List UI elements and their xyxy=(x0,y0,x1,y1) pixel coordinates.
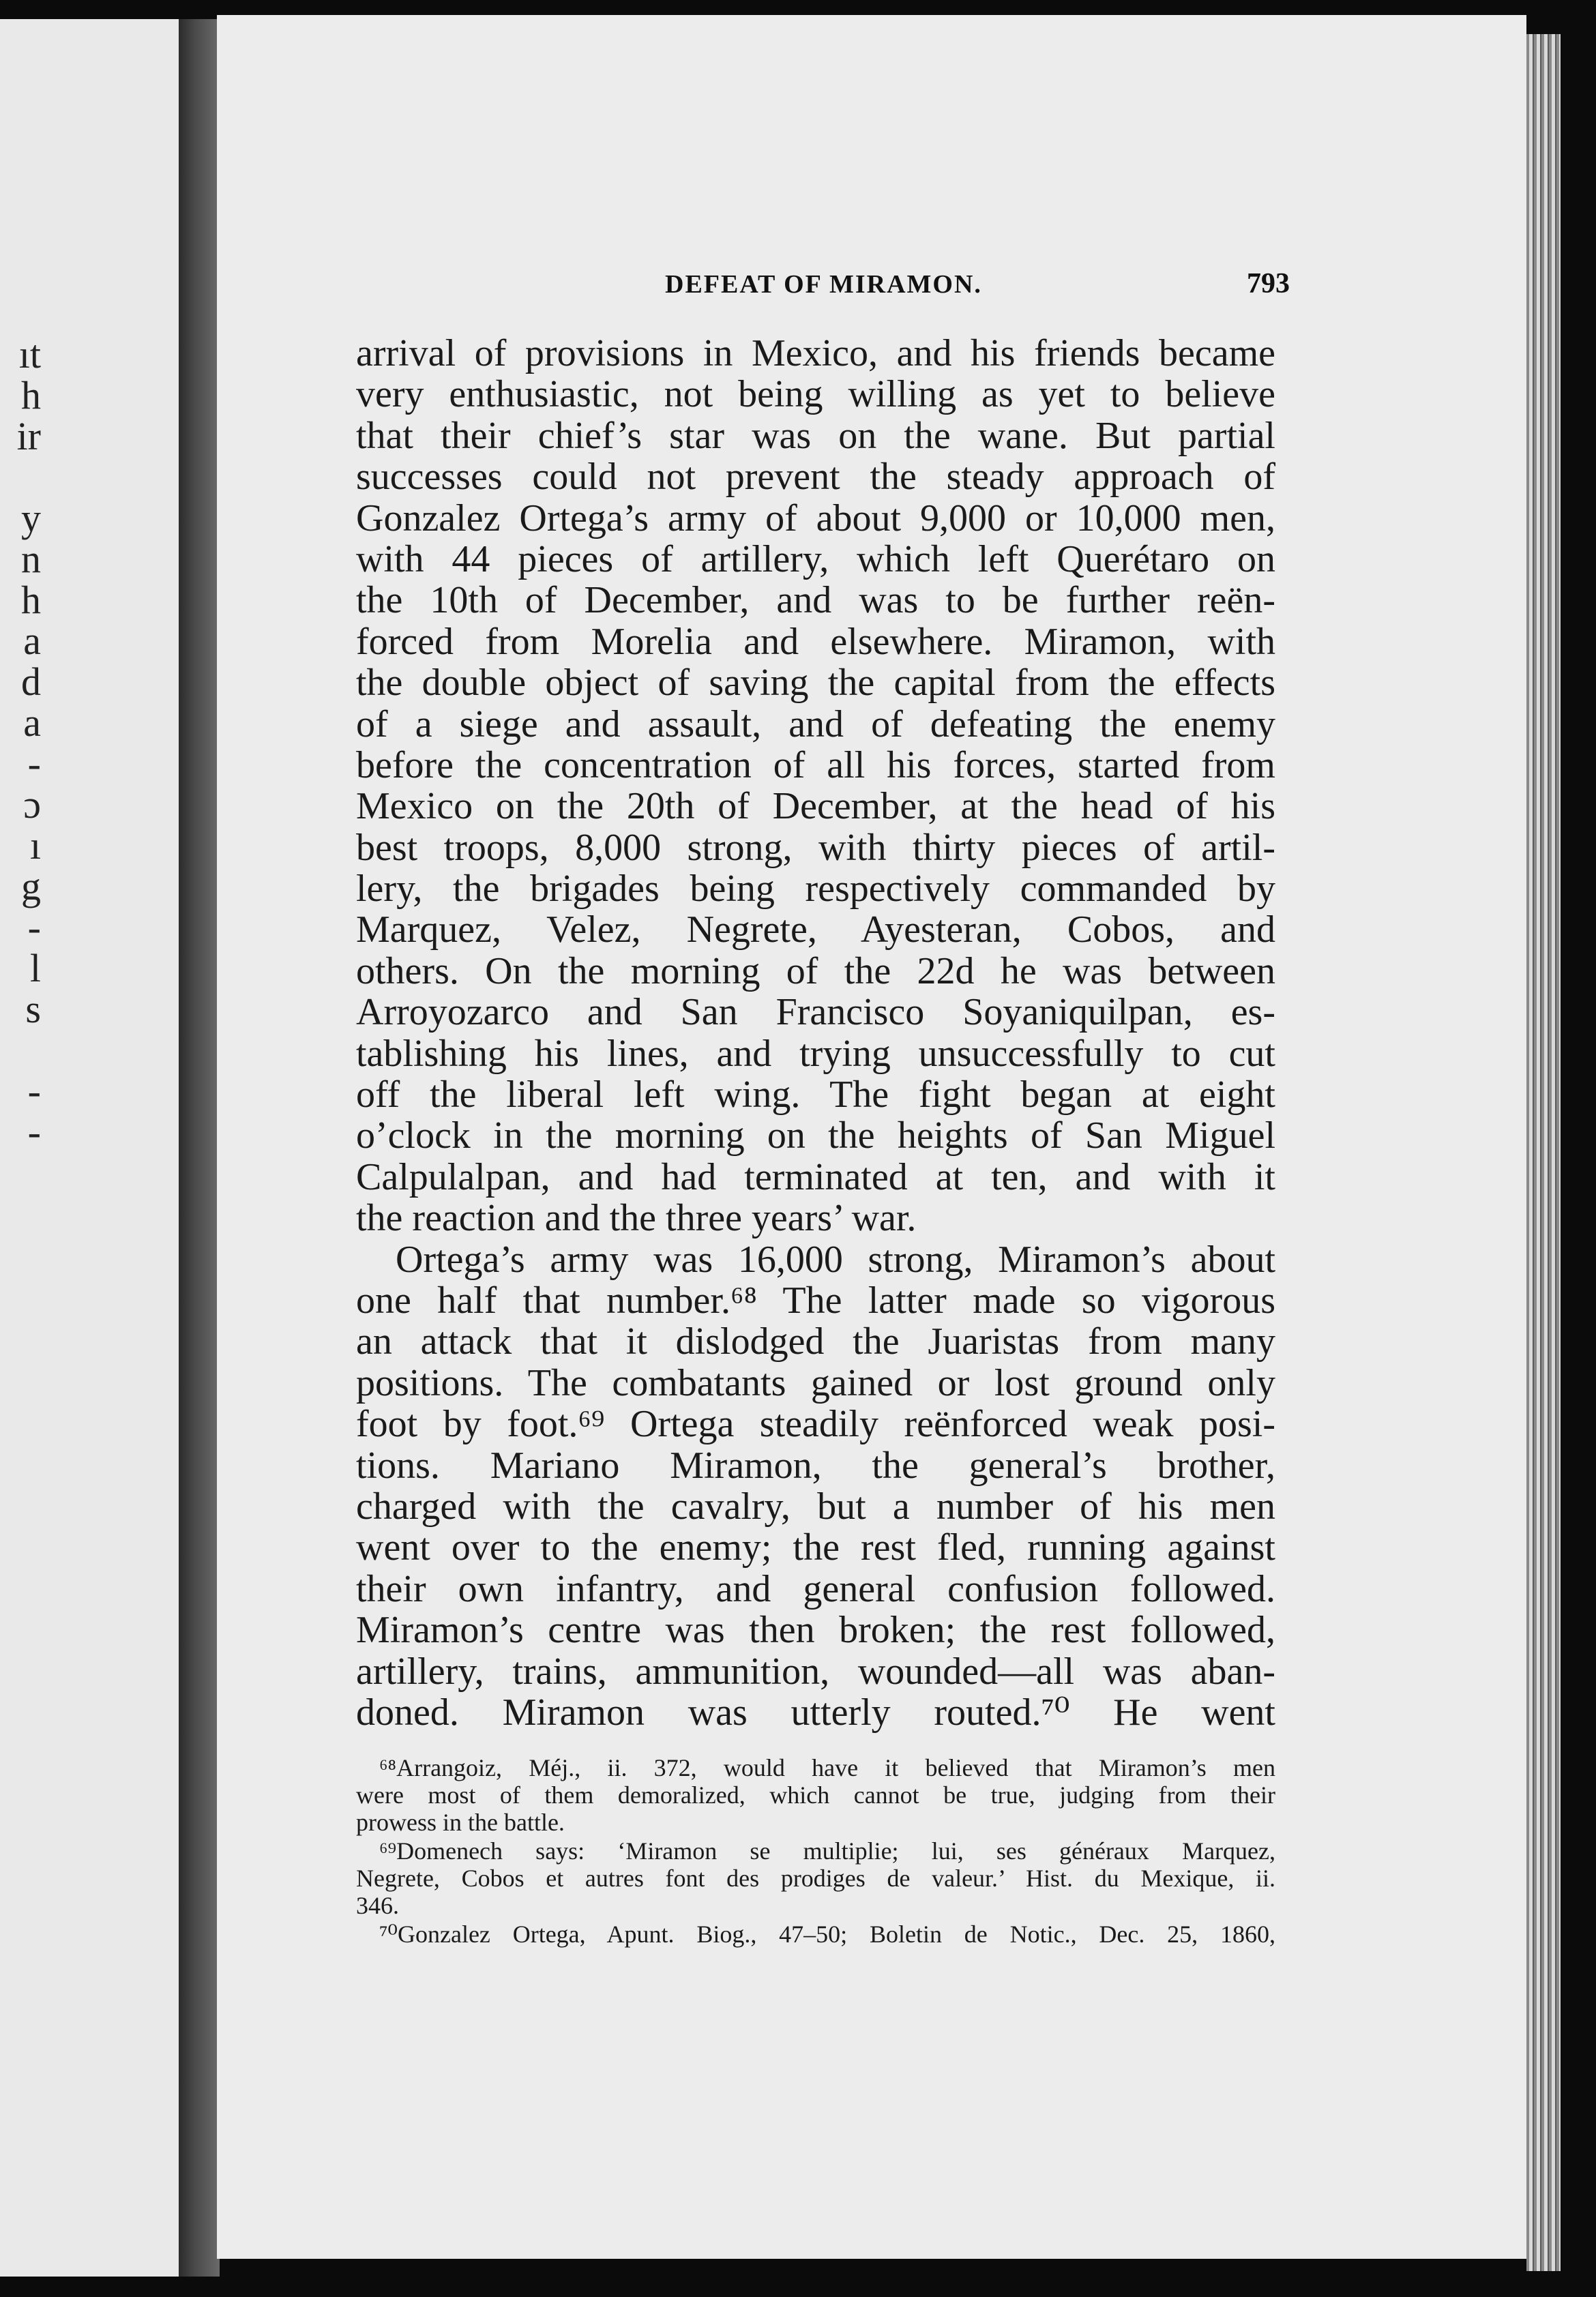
book-gutter xyxy=(179,19,220,2277)
text-line: that their chief’s star was on the wane. But partial xyxy=(356,414,1275,457)
text-line: positions. The combatants gained or lost ground only xyxy=(356,1361,1275,1404)
facing-page-fragment: ıt xyxy=(18,332,41,376)
text-line: Calpulalpan, and had terminated at ten, and with it xyxy=(356,1155,1275,1198)
text-line: successes could not prevent the steady approach of xyxy=(356,456,1275,499)
footnotes xyxy=(356,1754,1275,1948)
text-line: their own infantry, and general confusion followed. xyxy=(356,1567,1275,1610)
text-line: Arroyozarco and San Francisco Soyaniquilpan, es- xyxy=(356,991,1275,1034)
text-line: arrival of provisions in Mexico, and his friends became xyxy=(356,332,1275,374)
text-line: the 10th of December, and was to be further reën- xyxy=(356,579,1275,622)
text-line: with 44 pieces of artillery, which left Querétaro on xyxy=(356,537,1275,580)
text-line: very enthusiastic, not being willing as yet to believe xyxy=(356,373,1275,416)
facing-page-fragment: ı xyxy=(29,823,41,868)
footnote-line: were most of them demoralized, which cannot be true, judging from their xyxy=(356,1781,1275,1809)
text-line: before the concentration of all his forces, started from xyxy=(356,743,1275,786)
running-head: DEFEAT OF MIRAMON. xyxy=(665,270,982,299)
text-line: forced from Morelia and elsewhere. Miramon, with xyxy=(356,620,1275,663)
text-line: the reaction and the three years’ war. xyxy=(356,1197,917,1240)
text-line: lery, the brigades being respectively commanded by xyxy=(356,868,1275,910)
text-line: one half that number.⁶⁸ The latter made so vigorous xyxy=(356,1279,1275,1322)
facing-page-fragment: d xyxy=(21,660,41,704)
facing-page-fragment: ir xyxy=(16,414,41,458)
text-line: an attack that it dislodged the Juaristas from many xyxy=(356,1320,1275,1363)
facing-page-fragment: h xyxy=(21,373,41,417)
text-line: best troops, 8,000 strong, with thirty pieces of artil- xyxy=(356,826,1275,869)
facing-page-fragment: h xyxy=(21,578,41,622)
text-line: Marquez, Velez, Negrete, Ayesteran, Cobos, and xyxy=(356,908,1275,951)
facing-page-fragment: n xyxy=(21,537,41,581)
text-line: doned. Miramon was utterly routed.⁷⁰ He went xyxy=(356,1691,1275,1734)
text-line: foot by foot.⁶⁹ Ortega steadily reënforced weak posi- xyxy=(356,1403,1275,1446)
text-line: Mexico on the 20th of December, at the head of his xyxy=(356,785,1275,828)
text-line: charged with the cavalry, but a number of his men xyxy=(356,1485,1275,1528)
text-line: tablishing his lines, and trying unsuccessfully to cut xyxy=(356,1032,1275,1075)
footnote-line: ⁶⁹Domenech says: ‘Miramon se multiplie; lui, ses généraux Marquez, xyxy=(379,1837,1275,1865)
facing-page-fragment: y xyxy=(21,496,41,540)
text-line: Ortega’s army was 16,000 strong, Miramon’s about xyxy=(396,1238,1275,1281)
text-line: off the liberal left wing. The fight began at eight xyxy=(356,1073,1275,1116)
text-line: went over to the enemy; the rest fled, running against xyxy=(356,1526,1275,1569)
facing-page-fragment: ɔ xyxy=(23,782,41,827)
text-line: of a siege and assault, and of defeating the enemy xyxy=(356,702,1275,745)
text-line: Gonzalez Ortega’s army of about 9,000 or 10,000 men, xyxy=(356,497,1275,539)
text-line: tions. Mariano Miramon, the general’s brother, xyxy=(356,1444,1275,1487)
footnote-line: ⁶⁸Arrangoiz, Méj., ii. 372, would have it believed that Miramon’s men xyxy=(379,1754,1275,1781)
facing-page-fragment: a xyxy=(23,619,41,663)
facing-page-fragment: s xyxy=(25,987,41,1031)
text-line: the double object of saving the capital from the effects xyxy=(356,662,1275,705)
facing-page-fragment: g xyxy=(21,864,41,908)
facing-page-left xyxy=(0,19,179,2277)
body-text xyxy=(356,333,1275,1733)
facing-page-fragment: - xyxy=(27,1110,41,1154)
footnote-line: ⁷⁰Gonzalez Ortega, Apunt. Biog., 47–50; Boletin de Notic., Dec. 25, 1860, xyxy=(379,1921,1275,1948)
text-line: artillery, trains, ammunition, wounded—all was aban- xyxy=(356,1650,1275,1693)
facing-page-fragment: - xyxy=(27,741,41,786)
page-number: 793 xyxy=(1247,268,1290,299)
facing-page-fragment: a xyxy=(23,700,41,745)
footnote-line: prowess in the battle. xyxy=(356,1809,565,1836)
text-line: others. On the morning of the 22d he was between xyxy=(356,949,1275,992)
text-line: o’clock in the morning on the heights of San Miguel xyxy=(356,1114,1275,1157)
page-edges xyxy=(1526,34,1561,2271)
facing-page-fragment: l xyxy=(29,946,41,990)
facing-page-fragment: - xyxy=(27,1069,41,1113)
footnote-line: 346. xyxy=(356,1892,399,1919)
text-line: Miramon’s centre was then broken; the rest followed, xyxy=(356,1609,1275,1652)
facing-page-fragment: - xyxy=(27,905,41,949)
footnote-line: Negrete, Cobos et autres font des prodiges de valeur.’ Hist. du Mexique, ii. xyxy=(356,1865,1275,1892)
